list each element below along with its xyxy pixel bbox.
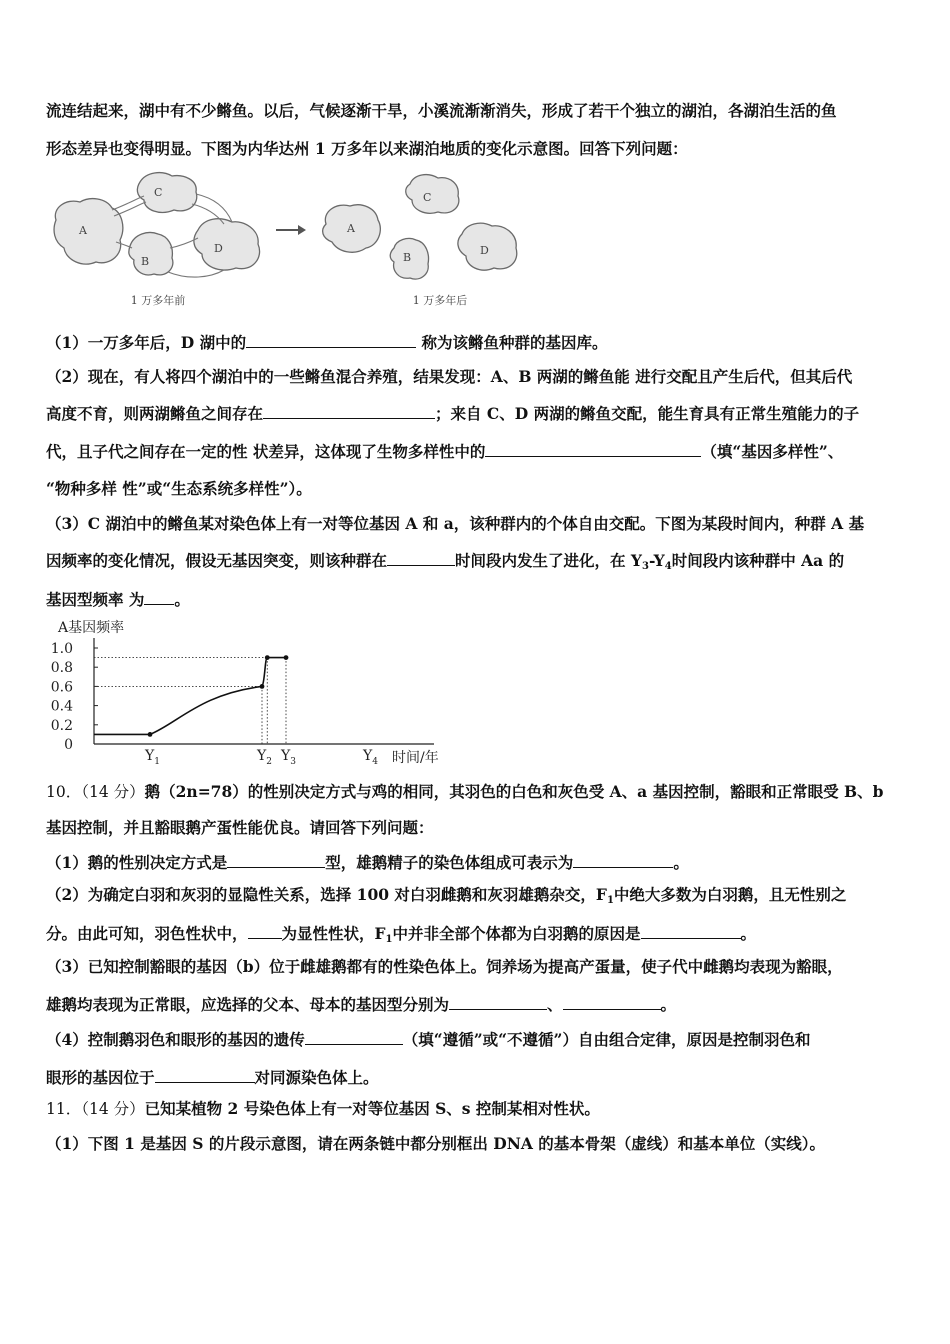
lake-label-b-before: B xyxy=(141,255,150,268)
allele-frequency-chart xyxy=(44,616,464,770)
answer-blank[interactable] xyxy=(263,402,435,419)
y-tick-label: 0 xyxy=(64,737,73,753)
x-tick-label: $Y_4$ xyxy=(363,748,378,767)
q9-part3-line1: （3）C 湖泊中的鳉鱼某对染色体上有一对等位基因 A 和 a，该种群内的个体自由交配。下图为某段时间内，种群 A 基 xyxy=(46,514,865,533)
q10-part1: （1）鹅的性别决定方式是 型，雄鹅精子的染色体组成可表示为 。 xyxy=(46,853,689,872)
answer-blank[interactable] xyxy=(573,851,673,868)
y-tick-label: 0.4 xyxy=(50,698,73,715)
lake-label-c-before: C xyxy=(154,186,163,199)
lake-a-before xyxy=(54,199,123,264)
lake-label-b-after: B xyxy=(403,251,412,264)
answer-blank[interactable] xyxy=(305,1028,403,1045)
x-tick-label: $Y_1$ xyxy=(145,748,160,767)
answer-blank[interactable] xyxy=(387,549,455,566)
q10-part4-line1: （4）控制鹅羽色和眼形的基因的遗传 （填“遵循”或“不遵循”）自由组合定律，原因是控制羽色和 xyxy=(46,1030,811,1049)
lake-b-before xyxy=(129,233,173,275)
q10-head: 10．（14 分）鹅（2n=78）的性别决定方式与鸡的相同，其羽色的白色和灰色受 A、a 基因控制，豁眼和正常眼受 B、b xyxy=(46,782,884,801)
lake-c-before xyxy=(137,173,196,213)
lake-change-figure xyxy=(48,168,538,314)
q9-part2-line3: 代，且子代之间存在一定的性 状差异，这体现了生物多样性中的 （填“基因多样性”、 xyxy=(46,442,844,461)
q11-head: 11．（14 分）已知某植物 2 号染色体上有一对等位基因 S、s 控制某相对性状。 xyxy=(46,1099,600,1118)
q9-part2-line2: 高度不育，则两湖鳉鱼之间存在 ；来自 C、D 两湖的鳉鱼交配，能生育具有正常生殖能力的子 xyxy=(46,404,860,423)
q11-number: 11． xyxy=(46,1100,82,1118)
data-point xyxy=(260,684,265,689)
q9-part1: （1）一万多年后，D 湖中的 称为该鳉鱼种群的基因库。 xyxy=(46,333,608,352)
q11-part1: （1）下图 1 是基因 S 的片段示意图，请在两条链中都分别框出 DNA 的基本骨架（虚线）和基本单位（实线）。 xyxy=(46,1134,826,1153)
arrow-right-icon xyxy=(276,225,306,235)
data-point xyxy=(265,655,270,660)
q10-part3-line1: （3）已知控制豁眼的基因（b）位于雌雄鹅都有的性染色体上。饲养场为提高产蛋量，使子代中雌鹅均表现为豁眼， xyxy=(46,957,843,976)
caption-after: 1 万多年后 xyxy=(412,294,468,307)
data-point xyxy=(148,732,153,737)
lake-d-before xyxy=(194,219,260,270)
lake-c-after xyxy=(406,175,459,214)
q9-part2-line4: “物种多样 性”或“生态系统多样性”）。 xyxy=(46,479,312,498)
chart-xlabel: 时间/年 xyxy=(392,750,439,766)
lake-label-d-before: D xyxy=(214,242,223,255)
lake-label-c-after: C xyxy=(423,191,432,204)
x-tick-label: $Y_2$ xyxy=(257,748,272,767)
answer-blank[interactable] xyxy=(155,1066,255,1083)
q11-score: （14 分） xyxy=(81,1100,145,1118)
q10-score: （14 分） xyxy=(81,783,145,801)
caption-before: 1 万多年前 xyxy=(130,294,186,307)
q9-part3-line2: 因频率的变化情况，假设无基因突变，则该种群在 时间段内发生了进化，在 $Y_3-Y_4$时间段内该种群中 Aa 的 xyxy=(46,551,845,572)
q10-part4-line2: 眼形的基因位于 对同源染色体上。 xyxy=(46,1068,379,1087)
answer-blank[interactable] xyxy=(485,440,701,457)
answer-blank[interactable] xyxy=(449,993,547,1010)
q9-part2-line1: （2）现在，有人将四个湖泊中的一些鳉鱼混合养殖，结果发现：A、B 两湖的鳉鱼能 进行交配且产生后代，但其后代 xyxy=(46,367,853,386)
lake-label-a-after: A xyxy=(347,222,355,235)
answer-blank[interactable] xyxy=(227,851,325,868)
q10-part3-line2: 雄鹅均表现为正常眼，应选择的父本、母本的基因型分别为 、 。 xyxy=(46,995,677,1014)
answer-blank[interactable] xyxy=(563,993,661,1010)
q10-part2-line1: （2）为确定白羽和灰羽的显隐性关系，选择 100 对白羽雌鹅和灰羽雄鹅杂交，$F_1$中绝大多数为白羽鹅，且无性别之 xyxy=(46,885,847,906)
allele-frequency-curve xyxy=(94,658,286,735)
y-tick-label: 1.0 xyxy=(50,641,73,657)
q10-number: 10． xyxy=(46,783,82,801)
lake-label-a-before: A xyxy=(79,224,87,237)
y-tick-label: 0.6 xyxy=(50,679,73,696)
q9-part3-line3: 基因型频率 为 。 xyxy=(46,590,190,609)
y-tick-label: 0.2 xyxy=(50,717,73,734)
x-tick-label: $Y_3$ xyxy=(281,748,296,767)
q10-line2: 基因控制，并且豁眼鹅产蛋性能优良。请回答下列问题： xyxy=(46,818,434,837)
answer-blank[interactable] xyxy=(248,922,282,939)
answer-blank[interactable] xyxy=(246,331,416,348)
intro-line-1: 流连结起来，湖中有不少鳉鱼。以后，气候逐渐干旱，小溪流渐渐消失，形成了若干个独立的湖泊，各湖泊生活的鱼 xyxy=(46,101,837,120)
answer-blank[interactable] xyxy=(144,588,174,605)
data-point xyxy=(284,655,289,660)
chart-ylabel: A基因频率 xyxy=(58,620,125,636)
lake-label-d-after: D xyxy=(480,244,489,257)
q10-part2-line2: 分。由此可知，羽色性状中， 为显性性状，$F_1$中并非全部个体都为白羽鹅的原因是 。 xyxy=(46,924,757,945)
intro-line-2: 形态差异也变得明显。下图为内华达州 1 万多年以来湖泊地质的变化示意图。回答下列问题： xyxy=(46,139,688,158)
y-tick-label: 0.8 xyxy=(50,660,73,677)
answer-blank[interactable] xyxy=(641,922,741,939)
